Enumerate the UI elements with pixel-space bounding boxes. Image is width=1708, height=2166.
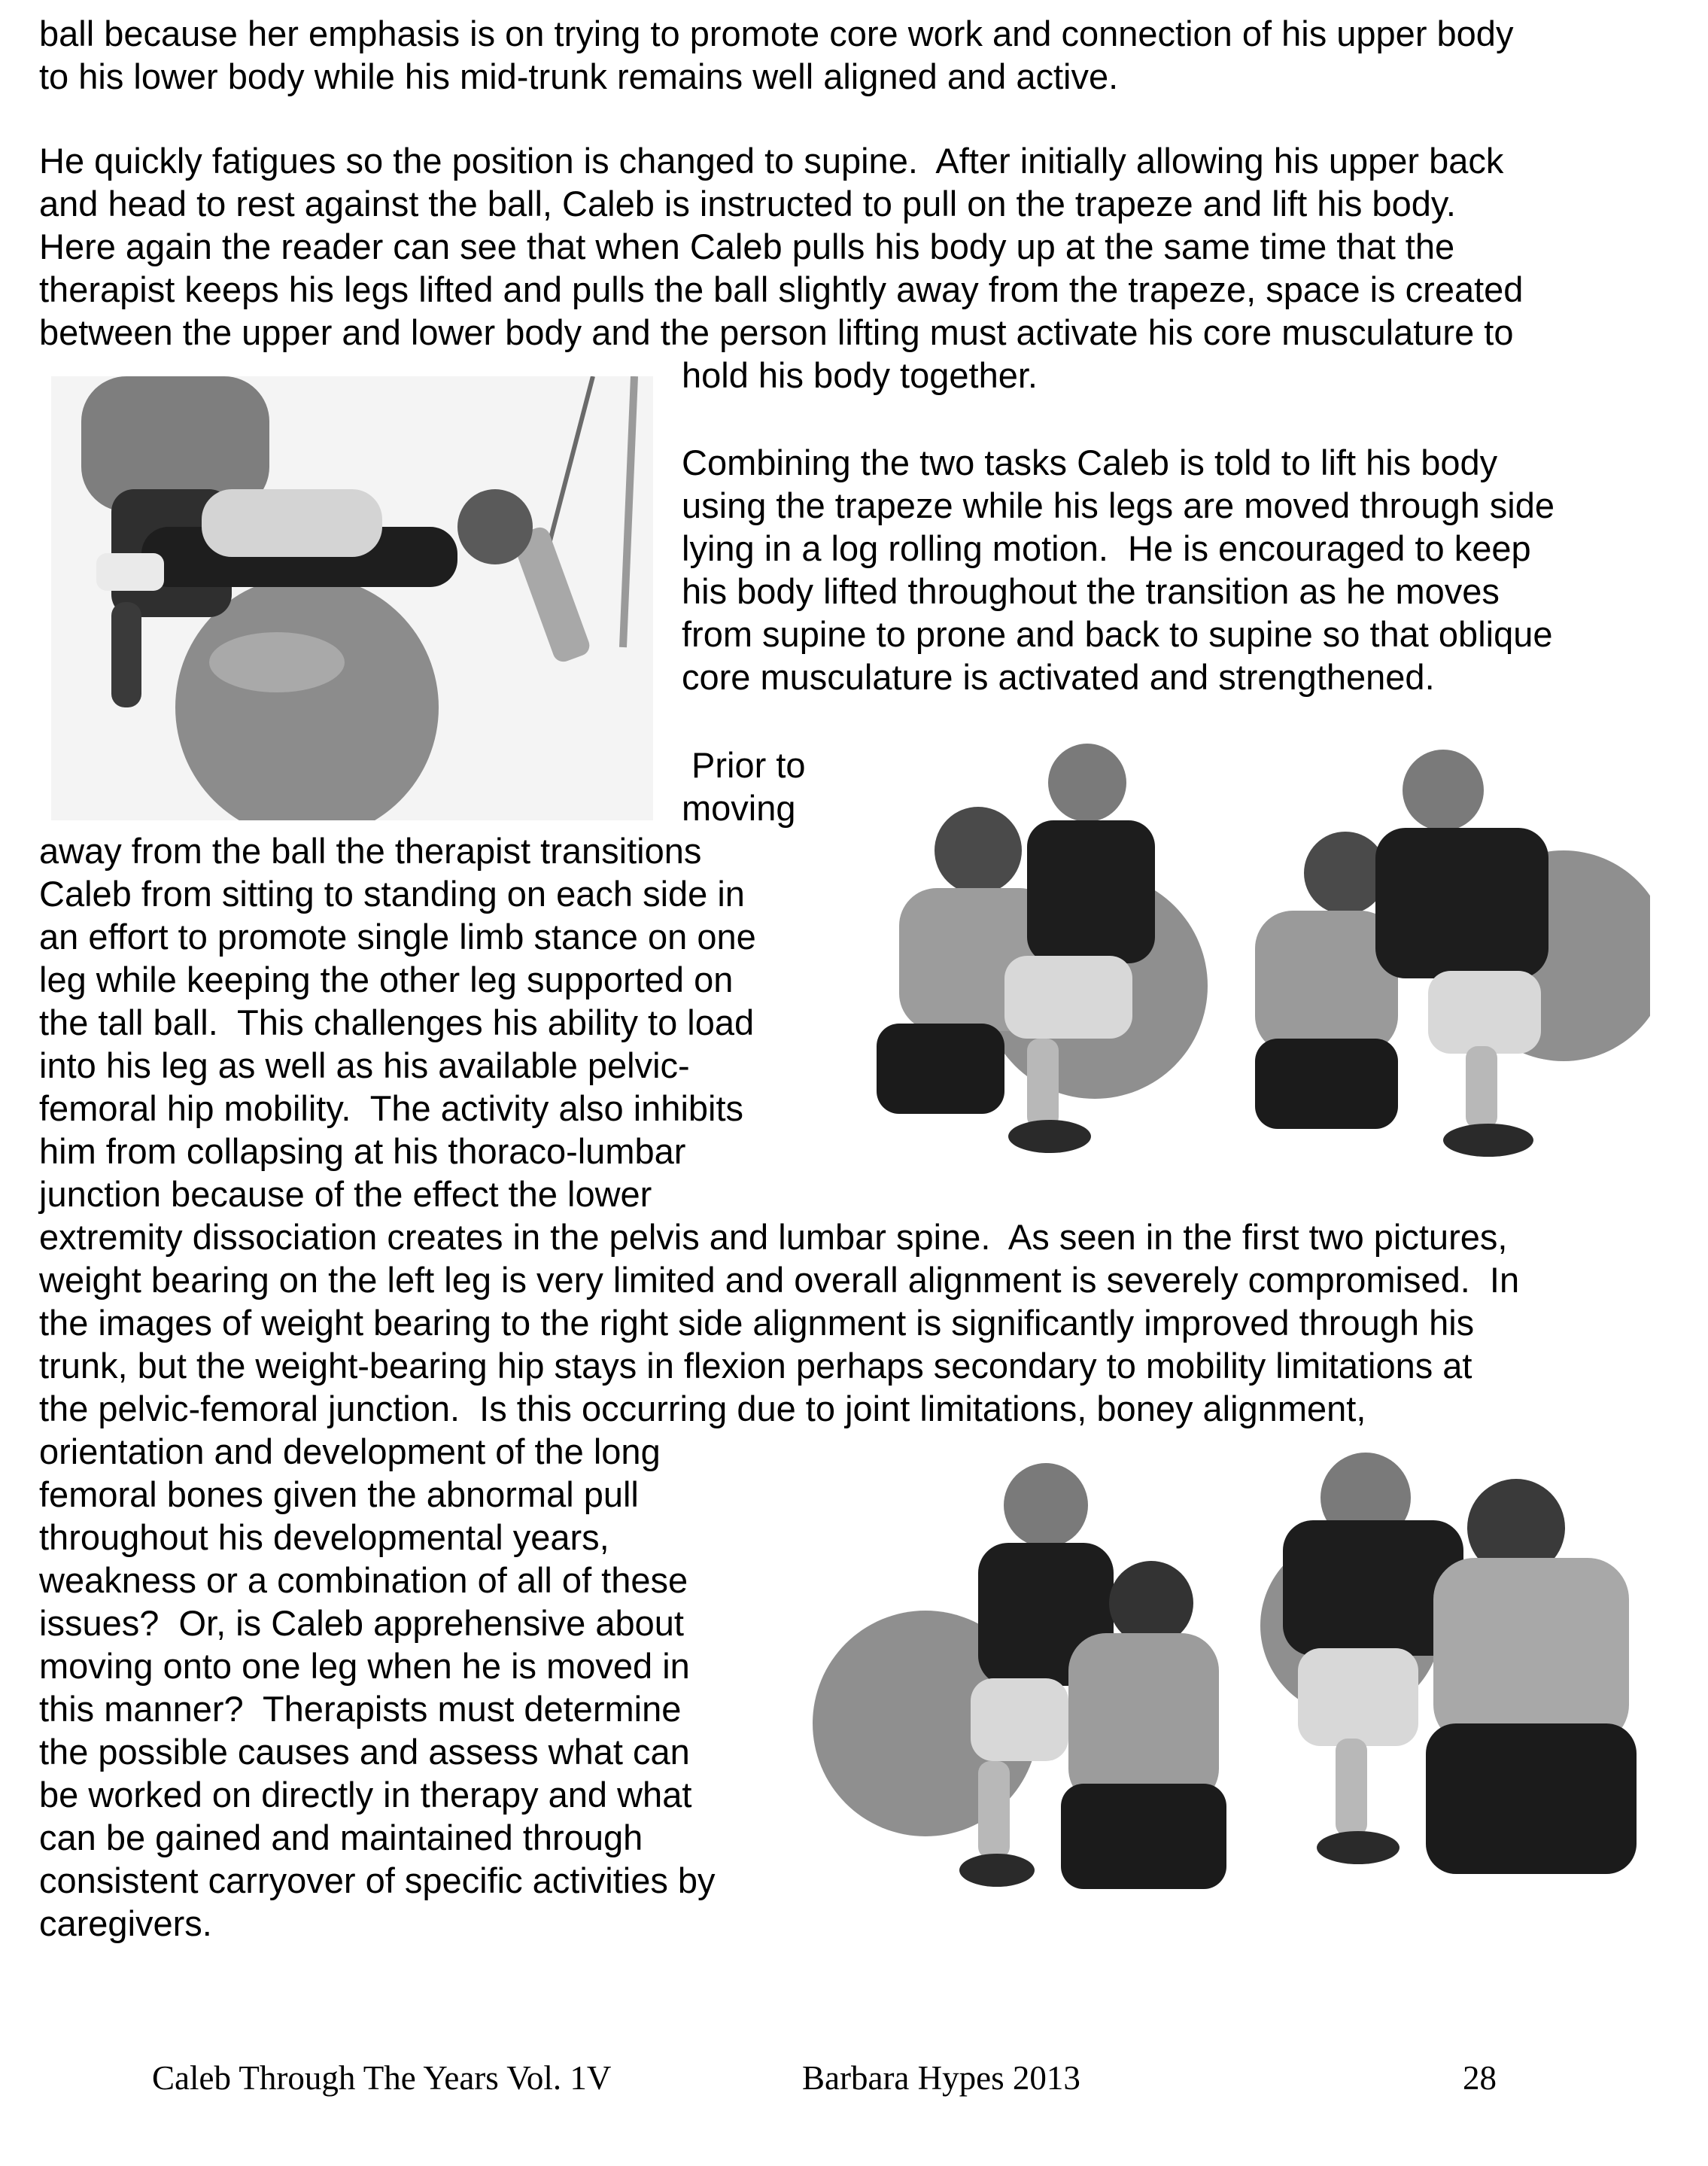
weight-bearing-photo-2	[1253, 1437, 1667, 1912]
weight-bearing-photo-1-graphic	[813, 1445, 1249, 1912]
text-line: consistent carryover of specific activities by	[39, 1860, 716, 1900]
text-line: Here again the reader can see that when Caleb pulls his body up at the same time that the	[39, 227, 1455, 266]
trapeze-photo-graphic	[51, 376, 653, 820]
text-line: caregivers.	[39, 1903, 212, 1943]
text-line: between the upper and lower body and the person lifting must activate his core musculature to	[39, 312, 1514, 352]
text-line: be worked on directly in therapy and what	[39, 1775, 692, 1815]
text-line: his body lifted throughout the transition as he moves	[682, 571, 1500, 611]
sit-to-stand-photo-1-graphic	[854, 738, 1219, 1159]
text-line: femoral bones given the abnormal pull	[39, 1474, 639, 1514]
text-line: weakness or a combination of all of these	[39, 1560, 688, 1600]
text-line: to his lower body while his mid-trunk remains well aligned and active.	[39, 56, 1119, 96]
weight-bearing-photo-1	[813, 1445, 1249, 1912]
text-line: issues? Or, is Caleb apprehensive about	[39, 1603, 684, 1643]
text-line: ball because her emphasis is on trying to promote core work and connection of his upper body	[39, 14, 1514, 53]
weight-bearing-photo-2-graphic	[1253, 1437, 1667, 1912]
text-line: lying in a log rolling motion. He is encouraged to keep	[682, 528, 1531, 568]
text-line: into his leg as well as his available pelvic-	[39, 1045, 690, 1085]
footer-title: Caleb Through The Years Vol. 1V	[152, 2059, 612, 2097]
text-line: extremity dissociation creates in the pelvis and lumbar spine. As seen in the first two pictures,	[39, 1217, 1508, 1257]
text-line: from supine to prone and back to supine so that oblique	[682, 614, 1553, 654]
text-line: the pelvic-femoral junction. Is this occurring due to joint limitations, boney alignment,	[39, 1389, 1366, 1428]
text-line: Prior to	[682, 745, 806, 785]
trapeze-photo	[51, 376, 653, 820]
text-line: away from the ball the therapist transitions	[39, 831, 702, 871]
sit-to-stand-photo-2	[1240, 745, 1650, 1167]
text-line: and head to rest against the ball, Caleb is instructed to pull on the trapeze and lift his body.	[39, 184, 1456, 224]
footer-author: Barbara Hypes 2013	[802, 2059, 1080, 2097]
text-line: trunk, but the weight-bearing hip stays in flexion perhaps secondary to mobility limitations at	[39, 1346, 1472, 1386]
text-line: this manner? Therapists must determine	[39, 1689, 682, 1729]
text-line: moving onto one leg when he is moved in	[39, 1646, 690, 1686]
text-line: can be gained and maintained through	[39, 1818, 643, 1857]
text-line: the images of weight bearing to the right side alignment is significantly improved through his	[39, 1303, 1475, 1343]
text-line: moving	[682, 788, 796, 828]
text-line: the tall ball. This challenges his ability to load	[39, 1002, 755, 1042]
sit-to-stand-photo-1	[854, 738, 1219, 1159]
text-line: using the trapeze while his legs are moved through side	[682, 485, 1555, 525]
text-line: orientation and development of the long	[39, 1431, 661, 1471]
text-line: an effort to promote single limb stance on one	[39, 917, 756, 957]
text-line: weight bearing on the left leg is very limited and overall alignment is severely compromised. In	[39, 1260, 1520, 1300]
text-line: the possible causes and assess what can	[39, 1732, 690, 1772]
sit-to-stand-photo-2-graphic	[1240, 745, 1650, 1167]
footer-page-number: 28	[1463, 2059, 1497, 2097]
text-line: Combining the two tasks Caleb is told to lift his body	[682, 443, 1498, 482]
text-line: therapist keeps his legs lifted and pulls the ball slightly away from the trapeze, space is created	[39, 269, 1524, 309]
text-line: He quickly fatigues so the position is changed to supine. After initially allowing his upper back	[39, 141, 1504, 181]
text-line: Caleb from sitting to standing on each side in	[39, 874, 745, 914]
text-line: leg while keeping the other leg supported on	[39, 960, 734, 999]
text-line: hold his body together.	[682, 355, 1038, 395]
text-line: throughout his developmental years,	[39, 1517, 609, 1557]
text-line: core musculature is activated and strengthened.	[682, 657, 1435, 697]
text-line: junction because of the effect the lower	[39, 1174, 652, 1214]
text-line: him from collapsing at his thoraco-lumbar	[39, 1131, 686, 1171]
text-line: femoral hip mobility. The activity also inhibits	[39, 1088, 744, 1128]
